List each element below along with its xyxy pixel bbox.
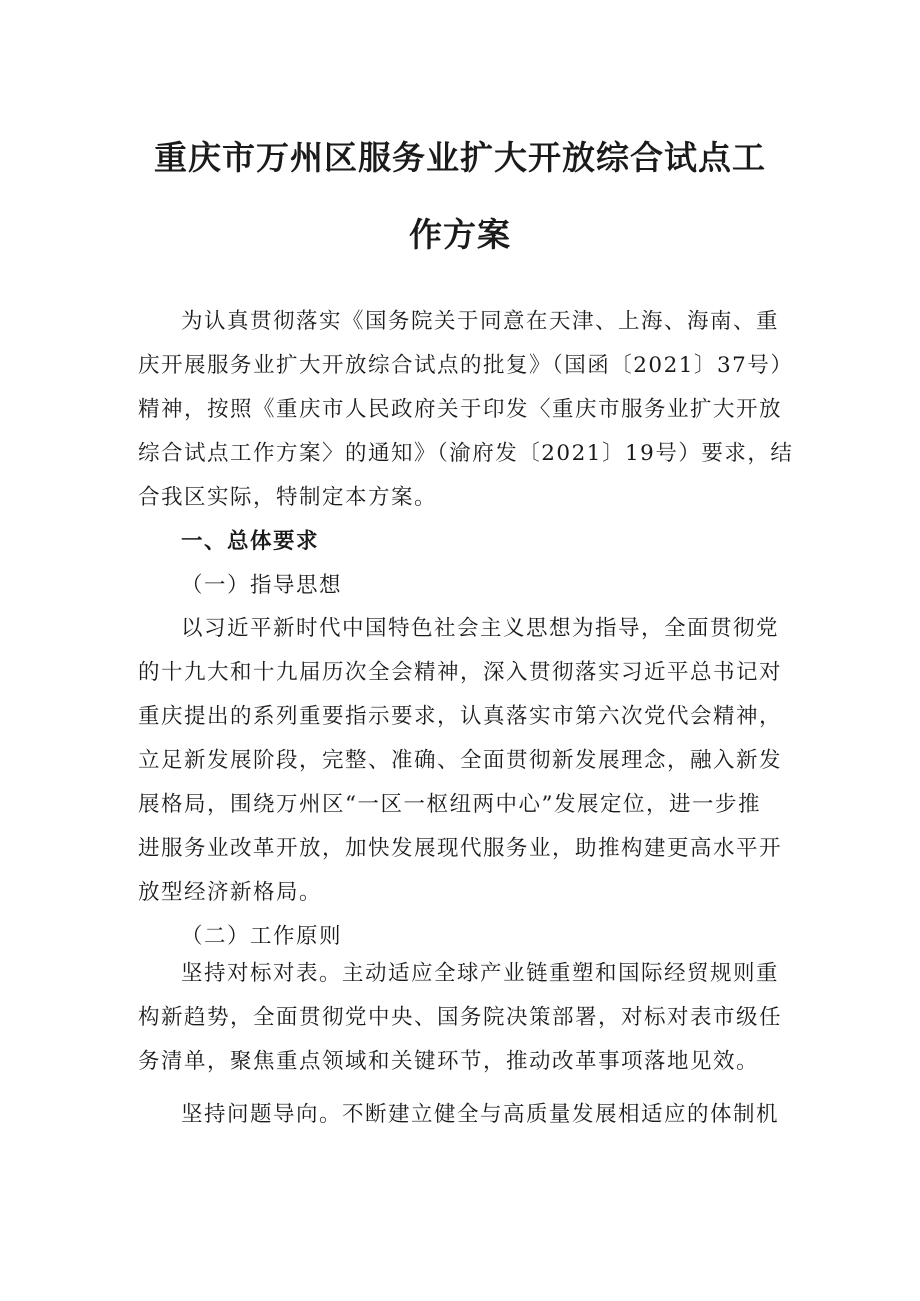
principle-1-line: 构新趋势，全面贯彻党中央、国务院决策部署，对标对表市级任 — [138, 1005, 783, 1030]
subsection-heading-2: （二）工作原则 — [181, 924, 343, 949]
intro-line: 精神，按照《重庆市人民政府关于印发〈重庆市服务业扩大开放 — [138, 397, 783, 422]
principle-1-line: 坚持对标对表。主动适应全球产业链重塑和国际经贸规则重 — [181, 961, 780, 986]
intro-block — [138, 300, 798, 608]
guiding-line: 放型经济新格局。 — [138, 880, 323, 905]
principle-1-line: 务清单，聚焦重点领域和关键环节，推动改革事项落地见效。 — [138, 1049, 760, 1074]
guiding-line: 进服务业改革开放，加快发展现代服务业，助推构建更高水平开 — [138, 836, 783, 861]
document-title-line-1: 重庆市万州区服务业扩大开放综合试点工 — [154, 138, 766, 177]
principle-2-line: 坚持问题导向。不断建立健全与高质量发展相适应的体制机 — [181, 1102, 780, 1127]
guiding-line: 展格局，围绕万州区“一区一枢纽两中心”发展定位，进一步推 — [138, 792, 761, 817]
subsection-heading-1: （一）指导思想 — [181, 573, 343, 598]
intro-line: 庆开展服务业扩大开放综合试点的批复》（国函〔2021〕37号） — [138, 353, 794, 378]
document-title-line-2: 作方案 — [409, 215, 511, 254]
section-heading-1: 一、总体要求 — [181, 529, 320, 554]
guiding-line: 重庆提出的系列重要指示要求，认真落实市第六次党代会精神， — [138, 704, 783, 729]
guiding-line: 的十九大和十九届历次全会精神，深入贯彻落实习近平总书记对 — [138, 660, 783, 685]
guiding-line: 以习近平新时代中国特色社会主义思想为指导，全面贯彻党 — [181, 616, 780, 641]
principle-1-block — [138, 952, 798, 1084]
intro-line: 为认真贯彻落实《国务院关于同意在天津、上海、海南、重 — [181, 309, 780, 334]
guiding-thought-block — [138, 607, 798, 959]
guiding-line: 立足新发展阶段，完整、准确、全面贯彻新发展理念，融入新发 — [138, 748, 783, 773]
intro-line: 合我区实际，特制定本方案。 — [138, 485, 438, 510]
intro-line: 综合试点工作方案〉的通知》（渝府发〔2021〕19号）要求，结 — [138, 441, 794, 466]
principle-2-block — [138, 1093, 798, 1137]
